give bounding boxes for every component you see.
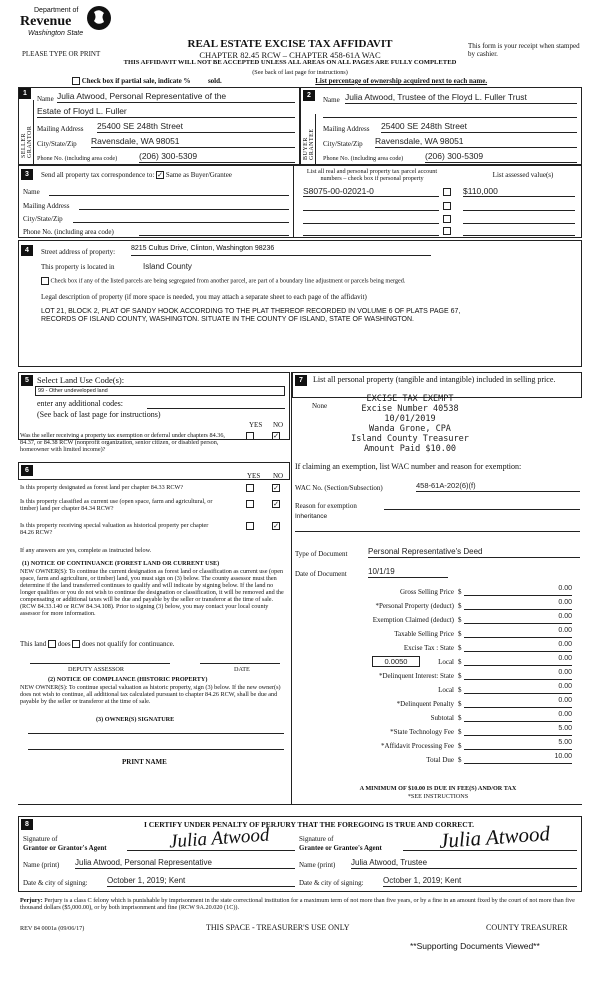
seller-phone-label: Phone No. (including area code) bbox=[37, 155, 118, 162]
located-label: This property is located in bbox=[41, 263, 115, 271]
buyer-city-field[interactable]: Ravensdale, WA 98051 bbox=[375, 136, 577, 148]
section-3-correspondence bbox=[18, 165, 582, 238]
section-number: 2 bbox=[303, 90, 315, 101]
treasurer-space: THIS SPACE - TREASURER'S USE ONLY bbox=[206, 923, 350, 932]
section-1-seller bbox=[18, 87, 300, 165]
fee-dollar-subtotal: $ bbox=[458, 714, 462, 722]
deputy-date-label: DATE bbox=[234, 666, 250, 673]
send-to-label bbox=[41, 171, 232, 179]
section-8-certify bbox=[18, 816, 582, 892]
street-label: Street address of property: bbox=[41, 248, 116, 256]
reason-value: Inheritance bbox=[295, 513, 328, 520]
receipt-note: This form is your receipt when stamped by cashier. bbox=[468, 42, 580, 58]
q1-no-checkbox[interactable]: ✓ bbox=[273, 484, 279, 492]
land-use-select[interactable]: 99 - Other undeveloped land bbox=[35, 386, 285, 396]
additional-codes-field[interactable] bbox=[147, 399, 285, 409]
perjury-label: Perjury: bbox=[20, 897, 43, 904]
street-field[interactable] bbox=[131, 245, 431, 256]
grantor-name-label: Name (print) bbox=[23, 861, 60, 869]
no-header-5: NO bbox=[273, 421, 284, 429]
assessed-field-2[interactable] bbox=[463, 200, 575, 211]
dept-line3: Washington State bbox=[28, 30, 84, 37]
fee-dollar-total: $ bbox=[458, 756, 462, 764]
partial-sale-checkbox[interactable] bbox=[72, 77, 80, 85]
section-number: 4 bbox=[21, 245, 33, 256]
sold-label: sold. bbox=[207, 77, 222, 85]
q2-current-use: Is this property classified as current use (open space, farm and agricultural, or timber) land per chapter 84.34 RCW? bbox=[20, 498, 213, 512]
claim-exemption-label: If claiming an exemption, list WAC number and reason for exemption: bbox=[295, 462, 522, 471]
fee-label-delinquent-local: Local bbox=[438, 686, 454, 694]
fee-label-excise-local: Local bbox=[438, 658, 454, 666]
see-instructions-note: *SEE INSTRUCTIONS bbox=[407, 793, 469, 800]
washington-logo-icon bbox=[86, 4, 112, 32]
grantee-name-label: Name (print) bbox=[299, 861, 336, 869]
certify-statement: I CERTIFY UNDER PENALTY OF PERJURY THAT THE FOREGOING IS TRUE AND CORRECT. bbox=[143, 820, 474, 829]
fee-label-subtotal: Subtotal bbox=[430, 714, 454, 722]
assessed-field-4[interactable] bbox=[463, 226, 575, 236]
fee-value-technology[interactable]: 5.00 bbox=[464, 725, 572, 736]
fee-value-delinquent-local[interactable]: 0.00 bbox=[464, 683, 572, 694]
parcel-header: List all real and personal property tax parcel account numbers – check box if personal property bbox=[306, 168, 438, 182]
assessed-field-3[interactable] bbox=[463, 213, 575, 224]
buyer-name2-field[interactable] bbox=[323, 106, 577, 118]
stamp-line-2: Excise Number 40538 bbox=[361, 404, 459, 414]
q3-no-checkbox[interactable]: ✓ bbox=[273, 522, 279, 530]
buyer-name-field[interactable]: Julia Atwood, Trustee of the Floyd L. Fuller Trust bbox=[345, 92, 577, 104]
parcel-field-3[interactable] bbox=[303, 213, 439, 224]
q3-historic: Is this property receiving special valuation as historical property per chapter 84.26 RCW? bbox=[20, 522, 209, 536]
section-number: 5 bbox=[21, 375, 33, 386]
local-rate-field[interactable]: 0.0050 bbox=[372, 656, 420, 667]
stamp-line-4: Wanda Grone, CPA bbox=[369, 424, 451, 434]
county-field[interactable]: Island County bbox=[143, 262, 192, 271]
grantee-sig-label-2: Grantee or Grantee's Agent bbox=[299, 844, 382, 852]
exemption-yes-checkbox[interactable] bbox=[246, 432, 254, 440]
minimum-due-note: A MINIMUM OF $10.00 IS DUE IN FEE(S) AND/OR TAX bbox=[359, 785, 517, 792]
county-treasurer: COUNTY TREASURER bbox=[486, 923, 568, 932]
doc-type-field[interactable]: Personal Representative's Deed bbox=[368, 547, 580, 558]
section-number: 6 bbox=[21, 465, 33, 476]
stamp-line-1: EXCISE TAX EXEMPT bbox=[366, 394, 454, 404]
print-name-line[interactable] bbox=[28, 740, 284, 750]
doc-date-field[interactable]: 10/1/19 bbox=[368, 567, 448, 578]
personal-property-checkbox-1[interactable] bbox=[443, 188, 451, 196]
corr-phone-field[interactable] bbox=[139, 226, 289, 236]
seller-mailing-label: Mailing Address bbox=[37, 125, 84, 133]
seller-name2-field[interactable]: Estate of Floyd L. Fuller bbox=[37, 106, 295, 118]
buyer-mailing-field[interactable]: 25400 SE 248th Street bbox=[381, 121, 577, 133]
grantee-signature-image: Julia Atwood bbox=[438, 821, 551, 853]
assessed-header: List assessed value(s) bbox=[492, 171, 554, 179]
fee-dollar-processing: $ bbox=[458, 742, 462, 750]
additional-codes-label: enter any additional codes: bbox=[37, 399, 123, 408]
yes-header-6: YES bbox=[247, 472, 261, 480]
grantor-date-field[interactable]: October 1, 2019; Kent bbox=[107, 876, 295, 887]
assessed-field[interactable]: $110,000 bbox=[463, 186, 575, 197]
grantor-name-field[interactable]: Julia Atwood, Personal Representative bbox=[75, 858, 295, 869]
section-number: 1 bbox=[19, 88, 31, 99]
buyer-side-label: BUYER GRANTEE bbox=[303, 128, 315, 160]
personal-property-checkbox-3[interactable] bbox=[443, 215, 451, 223]
seller-name-label: Name bbox=[37, 95, 54, 103]
corr-mailing-label: Mailing Address bbox=[23, 202, 70, 210]
buyer-mailing-label: Mailing Address bbox=[323, 125, 370, 133]
section-number: 7 bbox=[295, 375, 307, 386]
seller-mailing-field[interactable]: 25400 SE 248th Street bbox=[97, 121, 295, 133]
fee-label-penalty: *Delinquent Penalty bbox=[396, 700, 454, 708]
fee-dollar-delinquent-local: $ bbox=[458, 686, 462, 694]
fee-label-exemption: Exemption Claimed (deduct) bbox=[372, 616, 454, 624]
buyer-city-label: City/State/Zip bbox=[323, 140, 363, 148]
legal-line-1: LOT 21, BLOCK 2, PLAT OF SANDY HOOK ACCORDING TO THE PLAT THEREOF RECORDED IN VOLUME 6 OF PLATS PAGE 67, bbox=[41, 308, 461, 315]
form-warning: THIS AFFIDAVIT WILL NOT BE ACCEPTED UNLESS ALL AREAS ON ALL PAGES ARE FULLY COMPLETED bbox=[123, 59, 457, 66]
fee-value-personal[interactable]: 0.00 bbox=[464, 599, 572, 610]
stamp-line-3: 10/01/2019 bbox=[384, 414, 436, 424]
corr-city-label: City/State/Zip bbox=[23, 215, 63, 223]
fee-label-technology: *State Technology Fee bbox=[390, 728, 454, 736]
owner-signature-label: (3) OWNER(S) SIGNATURE bbox=[96, 716, 175, 723]
q2-no-checkbox[interactable]: ✓ bbox=[273, 500, 279, 508]
partial-sale-label: Check box if partial sale, indicate % bbox=[81, 77, 191, 85]
qualify-label: qualify for continuance. bbox=[107, 640, 175, 648]
form-title: REAL ESTATE EXCISE TAX AFFIDAVIT bbox=[187, 38, 393, 50]
wac-field[interactable]: 458-61A-202(6)(f) bbox=[416, 481, 580, 492]
fee-value-gross[interactable]: 0.00 bbox=[464, 585, 572, 596]
notice1-title: (1) NOTICE OF CONTINUANCE (FOREST LAND OR CURRENT USE) bbox=[22, 560, 220, 567]
doc-type-label: Type of Document bbox=[295, 550, 348, 558]
dor-logo bbox=[20, 4, 120, 40]
reason-field[interactable] bbox=[384, 500, 580, 510]
yes-header-5: YES bbox=[249, 421, 263, 429]
fee-value-delinquent-interest[interactable]: 0.00 bbox=[464, 669, 572, 680]
grantor-signature-image: Julia Atwood bbox=[168, 824, 271, 853]
section-number: 3 bbox=[21, 169, 33, 180]
segregated-checkbox[interactable] bbox=[41, 277, 49, 285]
q2-yes-checkbox[interactable] bbox=[246, 500, 254, 508]
does-checkbox[interactable] bbox=[48, 640, 56, 648]
fee-label-gross: Gross Selling Price bbox=[399, 588, 454, 596]
section-number: 8 bbox=[21, 819, 33, 830]
send-to-text: Send all property tax correspondence to: bbox=[41, 171, 155, 179]
buyer-phone-label: Phone No. (including area code) bbox=[323, 155, 404, 162]
same-as-buyer-label: Same as Buyer/Grantee bbox=[165, 171, 232, 179]
see-back-header: (See back of last page for instructions) bbox=[252, 69, 348, 76]
fee-dollar-exemption: $ bbox=[458, 616, 462, 624]
stamp-line-5: Island County Treasurer bbox=[351, 434, 469, 444]
segregated-row bbox=[41, 277, 571, 285]
grantee-sig-label-1: Signature of bbox=[299, 835, 334, 843]
q1-forest: Is this property designated as forest land per chapter 84.33 RCW? bbox=[20, 484, 184, 491]
owner-signature-line[interactable] bbox=[28, 724, 284, 734]
fee-dollar-excise-state: $ bbox=[458, 644, 462, 652]
exemption-no-checkbox[interactable]: ✓ bbox=[273, 432, 279, 440]
fee-label-personal: *Personal Property (deduct) bbox=[375, 602, 454, 610]
if-yes-label: If any answers are yes, complete as instructed below. bbox=[20, 547, 152, 554]
rev-number: REV 84 0001a (09/06/17) bbox=[20, 925, 85, 932]
personal-property-checkbox-4[interactable] bbox=[443, 227, 451, 235]
fee-dollar-personal: $ bbox=[458, 602, 462, 610]
notice1-text: NEW OWNER(S): To continue the current designation as forest land or classification as current use (open space, farm and agriculture, or timber) land, you must sign on (3) below. The county assessor must then determine if the land transferred continues to qualify and will indicate by signing below. If the land no longer qualifies or you do not wish to continue the designation or classification, it will be removed and the compensating or additional taxes will be due and payable by the seller or transferor at the time of sale. (RCW 84.33.140 or RCW 84.34.108). Prior to signing (3) below, you may contact your local county assessor for more information. bbox=[20, 568, 284, 617]
grantee-name-field[interactable]: Julia Atwood, Trustee bbox=[351, 858, 577, 869]
corr-name-label: Name bbox=[23, 188, 40, 196]
fee-dollar-technology: $ bbox=[458, 728, 462, 736]
segregated-label: Check box if any of the listed parcels are being segregated from another parcel, are part of a boundary line adjustment or parcels being merged. bbox=[50, 277, 406, 285]
fee-dollar-excise-local: $ bbox=[458, 658, 462, 666]
parcel-field-4[interactable] bbox=[303, 226, 439, 236]
buyer-name-label: Name bbox=[323, 96, 340, 104]
seller-city-field[interactable]: Ravensdale, WA 98051 bbox=[91, 136, 295, 148]
does-not-checkbox[interactable] bbox=[72, 640, 80, 648]
stamp-line-6: Amount Paid $10.00 bbox=[363, 444, 457, 454]
parcel-field[interactable]: S8075-00-02021-0 bbox=[303, 186, 439, 197]
seller-city-label: City/State/Zip bbox=[37, 140, 77, 148]
supporting-docs-viewed: **Supporting Documents Viewed** bbox=[410, 941, 540, 951]
q3-yes-checkbox[interactable] bbox=[246, 522, 254, 530]
notice2-title: (2) NOTICE OF COMPLIANCE (HISTORIC PROPERTY) bbox=[48, 676, 208, 683]
please-type: PLEASE TYPE OR PRINT bbox=[22, 50, 101, 58]
fee-dollar-penalty: $ bbox=[458, 700, 462, 708]
buyer-phone-field[interactable]: (206) 300-5309 bbox=[425, 151, 577, 163]
seller-name-field[interactable]: Julia Atwood, Personal Representative of the bbox=[57, 91, 295, 103]
seller-phone-field[interactable]: (206) 300-5309 bbox=[139, 151, 295, 163]
legal-label: Legal description of property (if more space is needed, you may attach a separate sheet to each page of the affidavit) bbox=[41, 293, 367, 301]
continuance-row bbox=[20, 640, 174, 648]
deputy-assessor-label: DEPUTY ASSESSOR bbox=[68, 666, 124, 673]
deputy-date-line[interactable] bbox=[200, 656, 280, 664]
list-pct-label: List percentage of ownership acquired next to each name. bbox=[315, 77, 488, 85]
exemption-question: Was the seller receiving a property tax exemption or deferral under chapters 84.36, 84.37, or 84.38 RCW (nonprofit organization, senior citizen, or disabled person, homeowner with limited income)? bbox=[20, 432, 225, 453]
section-6-box bbox=[18, 462, 290, 480]
fee-value-exemption[interactable]: 0.00 bbox=[464, 613, 572, 624]
fee-dollar-taxable: $ bbox=[458, 630, 462, 638]
deputy-assessor-line[interactable] bbox=[30, 656, 170, 664]
fee-value-excise-state[interactable]: 0.00 bbox=[464, 641, 572, 652]
parcel-field-2[interactable] bbox=[303, 200, 439, 211]
seller-side-label: SELLER GRANTOR bbox=[21, 125, 33, 158]
corr-city-field[interactable] bbox=[73, 213, 289, 223]
fee-value-excise-local[interactable]: 0.00 bbox=[464, 655, 572, 666]
dept-line2: Revenue bbox=[20, 14, 72, 29]
does-not-label: does not bbox=[82, 640, 106, 648]
print-name-label: PRINT NAME bbox=[122, 758, 167, 766]
partial-sale-row bbox=[72, 77, 592, 85]
fee-value-penalty[interactable]: 0.00 bbox=[464, 697, 572, 708]
reason-label: Reason for exemption bbox=[295, 502, 357, 510]
fee-value-subtotal[interactable]: 0.00 bbox=[464, 711, 572, 722]
personal-property-checkbox-2[interactable] bbox=[443, 202, 451, 210]
see-back-5: (See back of last page for instructions) bbox=[37, 410, 161, 419]
corr-mailing-field[interactable] bbox=[79, 200, 289, 210]
fee-label-excise-state: Excise Tax : State bbox=[403, 644, 454, 652]
section-2-buyer bbox=[300, 87, 582, 165]
fee-label-total: Total Due bbox=[426, 756, 454, 764]
none-label: None bbox=[312, 402, 328, 410]
q1-yes-checkbox[interactable] bbox=[246, 484, 254, 492]
notice2-text: NEW OWNER(S): To continue special valuation as historic property, sign (3) below. If the new owner(s) does not wish to continue, all additional tax calculated pursuant to chapter 84.26 RCW, shall be due and payable by the seller or transferor at the time of sale. bbox=[20, 684, 281, 705]
grantor-sig-label-2: Grantor or Grantor's Agent bbox=[23, 844, 107, 852]
street-value: 8215 Cultus Drive, Clinton, Washington 98236 bbox=[131, 245, 275, 252]
legal-line-2: RECORDS OF ISLAND COUNTY, WASHINGTON. SITUATE IN THE COUNTY OF ISLAND, STATE OF WASHINGTON. bbox=[41, 316, 414, 323]
fee-label-delinquent-interest: *Delinquent Interest: State bbox=[378, 672, 454, 680]
section-5-land-use bbox=[18, 372, 290, 440]
same-as-buyer-checkbox[interactable]: ✓ bbox=[157, 171, 164, 180]
dept-line1: Department of bbox=[34, 7, 79, 14]
corr-name-field[interactable] bbox=[49, 186, 289, 196]
corr-phone-label: Phone No. (including area code) bbox=[23, 228, 114, 236]
this-land-label: This land bbox=[20, 640, 47, 648]
fee-dollar-gross: $ bbox=[458, 588, 462, 596]
land-use-label: Select Land Use Code(s): bbox=[37, 375, 125, 385]
grantee-date-field[interactable]: October 1, 2019; Kent bbox=[383, 876, 577, 887]
grantee-date-label: Date & city of signing: bbox=[299, 879, 364, 887]
doc-date-label: Date of Document bbox=[295, 570, 347, 578]
perjury-text: Perjury is a class C felony which is punishable by imprisonment in the state correctional institution for a maximum term of not more than five years, or by a fine in an amount fixed by the court of not more than five thousand dollars ($5,000.00), or by both imprisonment and fine (RCW 9A.20.020 (1C)). bbox=[20, 897, 575, 911]
fee-label-processing: *Affidavit Processing Fee bbox=[381, 742, 454, 750]
personal-property-list-label: List all personal property (tangible and intangible) included in selling price. bbox=[313, 375, 556, 384]
excise-stamp bbox=[330, 394, 490, 454]
fee-value-total[interactable]: 10.00 bbox=[464, 753, 572, 764]
form-subtitle: CHAPTER 82.45 RCW – CHAPTER 458-61A WAC bbox=[199, 50, 381, 60]
does-label: does bbox=[57, 640, 71, 648]
perjury-notice bbox=[20, 897, 582, 911]
fee-dollar-delinquent-interest: $ bbox=[458, 672, 462, 680]
section-4-property bbox=[18, 240, 582, 367]
no-header-6: NO bbox=[273, 472, 284, 480]
fee-label-taxable: Taxable Selling Price bbox=[394, 630, 454, 638]
fee-value-processing[interactable]: 5.00 bbox=[464, 739, 572, 750]
fee-value-taxable[interactable]: 0.00 bbox=[464, 627, 572, 638]
grantor-date-label: Date & city of signing: bbox=[23, 879, 88, 887]
reason-field-2[interactable] bbox=[295, 524, 580, 532]
grantor-sig-label-1: Signature of bbox=[23, 835, 58, 843]
wac-label: WAC No. (Section/Subsection) bbox=[295, 484, 383, 492]
